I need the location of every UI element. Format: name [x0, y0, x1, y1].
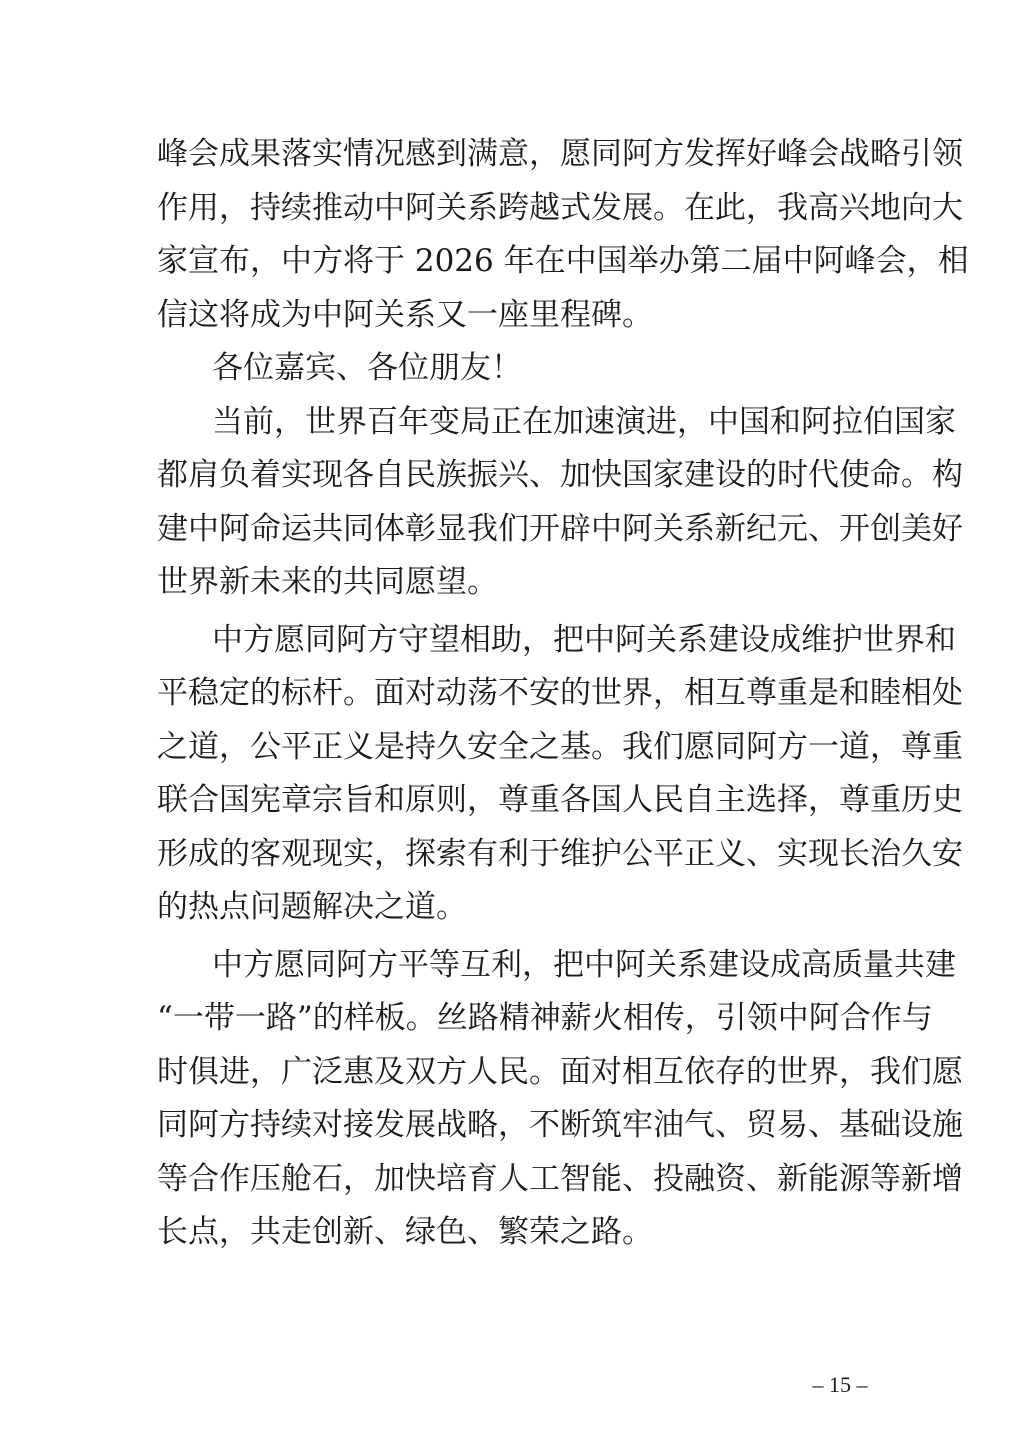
body-text	[157, 128, 969, 1260]
text-line: 当前，世界百年变局正在加速演进，中国和阿拉伯国家	[212, 403, 956, 440]
text-line: 之道，公平正义是持久安全之基。我们愿同阿方一道，尊重	[157, 728, 963, 765]
text-line: 形成的客观现实，探索有利于维护公平正义、实现长治久安	[157, 835, 963, 872]
text-line: “一带一路”的样板。丝路精神薪火相传，引领中阿合作与	[157, 1000, 933, 1036]
text-line: 同阿方持续对接发展战略，不断筑牢油气、贸易、基础设施	[157, 1107, 963, 1143]
paragraph	[157, 342, 877, 396]
text-line: 中方愿同阿方守望相助，把中阿关系建设成维护世界和	[212, 621, 956, 658]
text-line: 世界新未来的共同愿望。	[157, 564, 498, 600]
salutation-line: 各位嘉宾、各位朋友！	[212, 350, 522, 386]
text-line: 联合国宪章宗旨和原则，尊重各国人民自主选择，尊重历史	[157, 782, 963, 818]
text-line: 都肩负着实现各自民族振兴、加快国家建设的时代使命。构	[157, 457, 963, 493]
text-line: 峰会成果落实情况感到满意，愿同阿方发挥好峰会战略引领	[157, 136, 963, 172]
text-line: 等合作压舱石，加快培育人工智能、投融资、新能源等新增	[157, 1160, 963, 1197]
text-line: 作用，持续推动中阿关系跨越式发展。在此，我高兴地向大	[157, 189, 963, 226]
paragraph	[157, 614, 963, 935]
page-number: – 15 –	[812, 1372, 868, 1397]
paragraph	[157, 396, 963, 610]
text-line: 长点，共走创新、绿色、繁荣之路。	[157, 1214, 653, 1250]
text-line: 建中阿命运共同体彰显我们开辟中阿关系新纪元、开创美好	[157, 510, 963, 547]
text-line: 的热点问题解决之道。	[157, 889, 467, 925]
paragraph	[157, 939, 963, 1260]
text-line: 信这将成为中阿关系又一座里程碑。	[157, 296, 653, 333]
text-line: 中方愿同阿方平等互利，把中阿关系建设成高质量共建	[212, 946, 956, 983]
paragraph	[157, 128, 969, 342]
text-line: 时俱进，广泛惠及双方人民。面对相互依存的世界，我们愿	[157, 1053, 963, 1090]
text-line: 家宣布，中方将于 2026 年在中国举办第二届中阿峰会，相	[157, 243, 969, 279]
text-line: 平稳定的标杆。面对动荡不安的世界，相互尊重是和睦相处	[157, 675, 963, 711]
